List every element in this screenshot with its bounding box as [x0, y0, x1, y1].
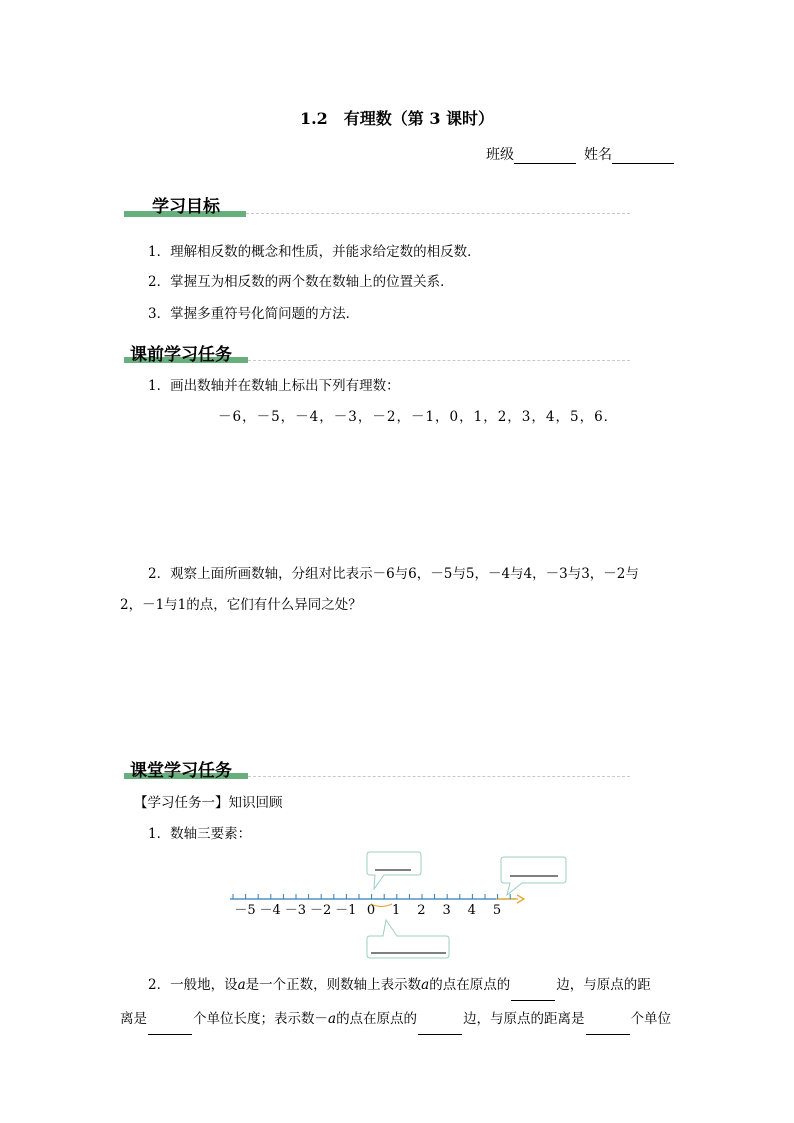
class-label: 班级	[486, 147, 514, 163]
inclass-q2-line2	[120, 1003, 671, 1035]
task1-title: 【学习任务一】知识回顾	[134, 795, 283, 811]
preclass-q1: 1．画出数轴并在数轴上标出下列有理数：	[148, 378, 400, 394]
axis-tick-label: －3	[284, 903, 307, 918]
axis-tick-label: －1	[335, 903, 357, 918]
axis-arrow-icon	[517, 895, 524, 903]
q2-text: 离是	[120, 1011, 147, 1027]
answer-blank-distance-neg[interactable]	[586, 1020, 630, 1035]
axis-tick-label: 4	[467, 903, 476, 918]
axis-ticks	[233, 894, 510, 899]
q2-text: 的点在原点的	[336, 1011, 418, 1027]
inclass-q2-line1	[148, 969, 651, 1001]
section-heading: 学习目标	[152, 197, 220, 217]
answer-blank-side-neg[interactable]	[418, 1020, 462, 1035]
axis-tick-label: 0	[366, 903, 376, 918]
answer-blank-distance[interactable]	[148, 1020, 192, 1035]
goal-item: 3．掌握多重符号化简问题的方法．	[148, 306, 360, 322]
callout-box-unit	[367, 920, 449, 958]
axis-tick-label: －5	[234, 903, 256, 918]
q2-text: 个单位	[630, 1011, 672, 1027]
section-heading: 课堂学习任务	[130, 761, 232, 781]
q2-text: 边，与原点的距离是	[463, 1011, 585, 1027]
name-label: 姓名	[584, 147, 612, 163]
q2-text: 2．一般地，设	[148, 977, 238, 993]
axis-tick-label: 5	[492, 903, 502, 918]
axis-tick-label: 3	[442, 903, 451, 918]
q2-text: 边，与原点的距	[556, 977, 651, 993]
q2-text: 的点在原点的	[429, 977, 511, 993]
axis-tick-labels	[234, 903, 501, 918]
q2-var: a	[421, 977, 430, 993]
preclass-numbers: －6，－5，－4，－3，－2，－1，0，1，2，3，4，5，6．	[218, 409, 619, 425]
axis-tick-label: 1	[392, 903, 401, 918]
inclass-q1: 1．数轴三要素：	[148, 826, 252, 842]
goal-item: 1．理解相反数的概念和性质，并能求给定数的相反数．	[148, 244, 481, 260]
preclass-q2-line2: 2，－1与1的点，它们有什么异同之处？	[120, 597, 362, 613]
page-title: 1.2 有理数（第 3 课时）	[299, 109, 495, 128]
section-heading: 课前学习任务	[130, 345, 232, 365]
answer-blank-side[interactable]	[511, 986, 555, 1001]
axis-tick-label: －4	[259, 903, 281, 918]
preclass-q2-line1: 2．观察上面所画数轴，分组对比表示－6与6，－5与5，－4与4，－3与3，－2与	[148, 566, 639, 582]
q2-var: a	[237, 977, 246, 993]
q2-text: 个单位长度；表示数－	[193, 1011, 328, 1027]
axis-tick-label: －2	[309, 903, 332, 918]
q2-var: a	[328, 1011, 337, 1027]
q2-text: 是一个正数，则数轴上表示数	[245, 977, 422, 993]
goal-item: 2．掌握互为相反数的两个数在数轴上的位置关系．	[148, 274, 454, 290]
axis-tick-label: 2	[417, 903, 426, 918]
